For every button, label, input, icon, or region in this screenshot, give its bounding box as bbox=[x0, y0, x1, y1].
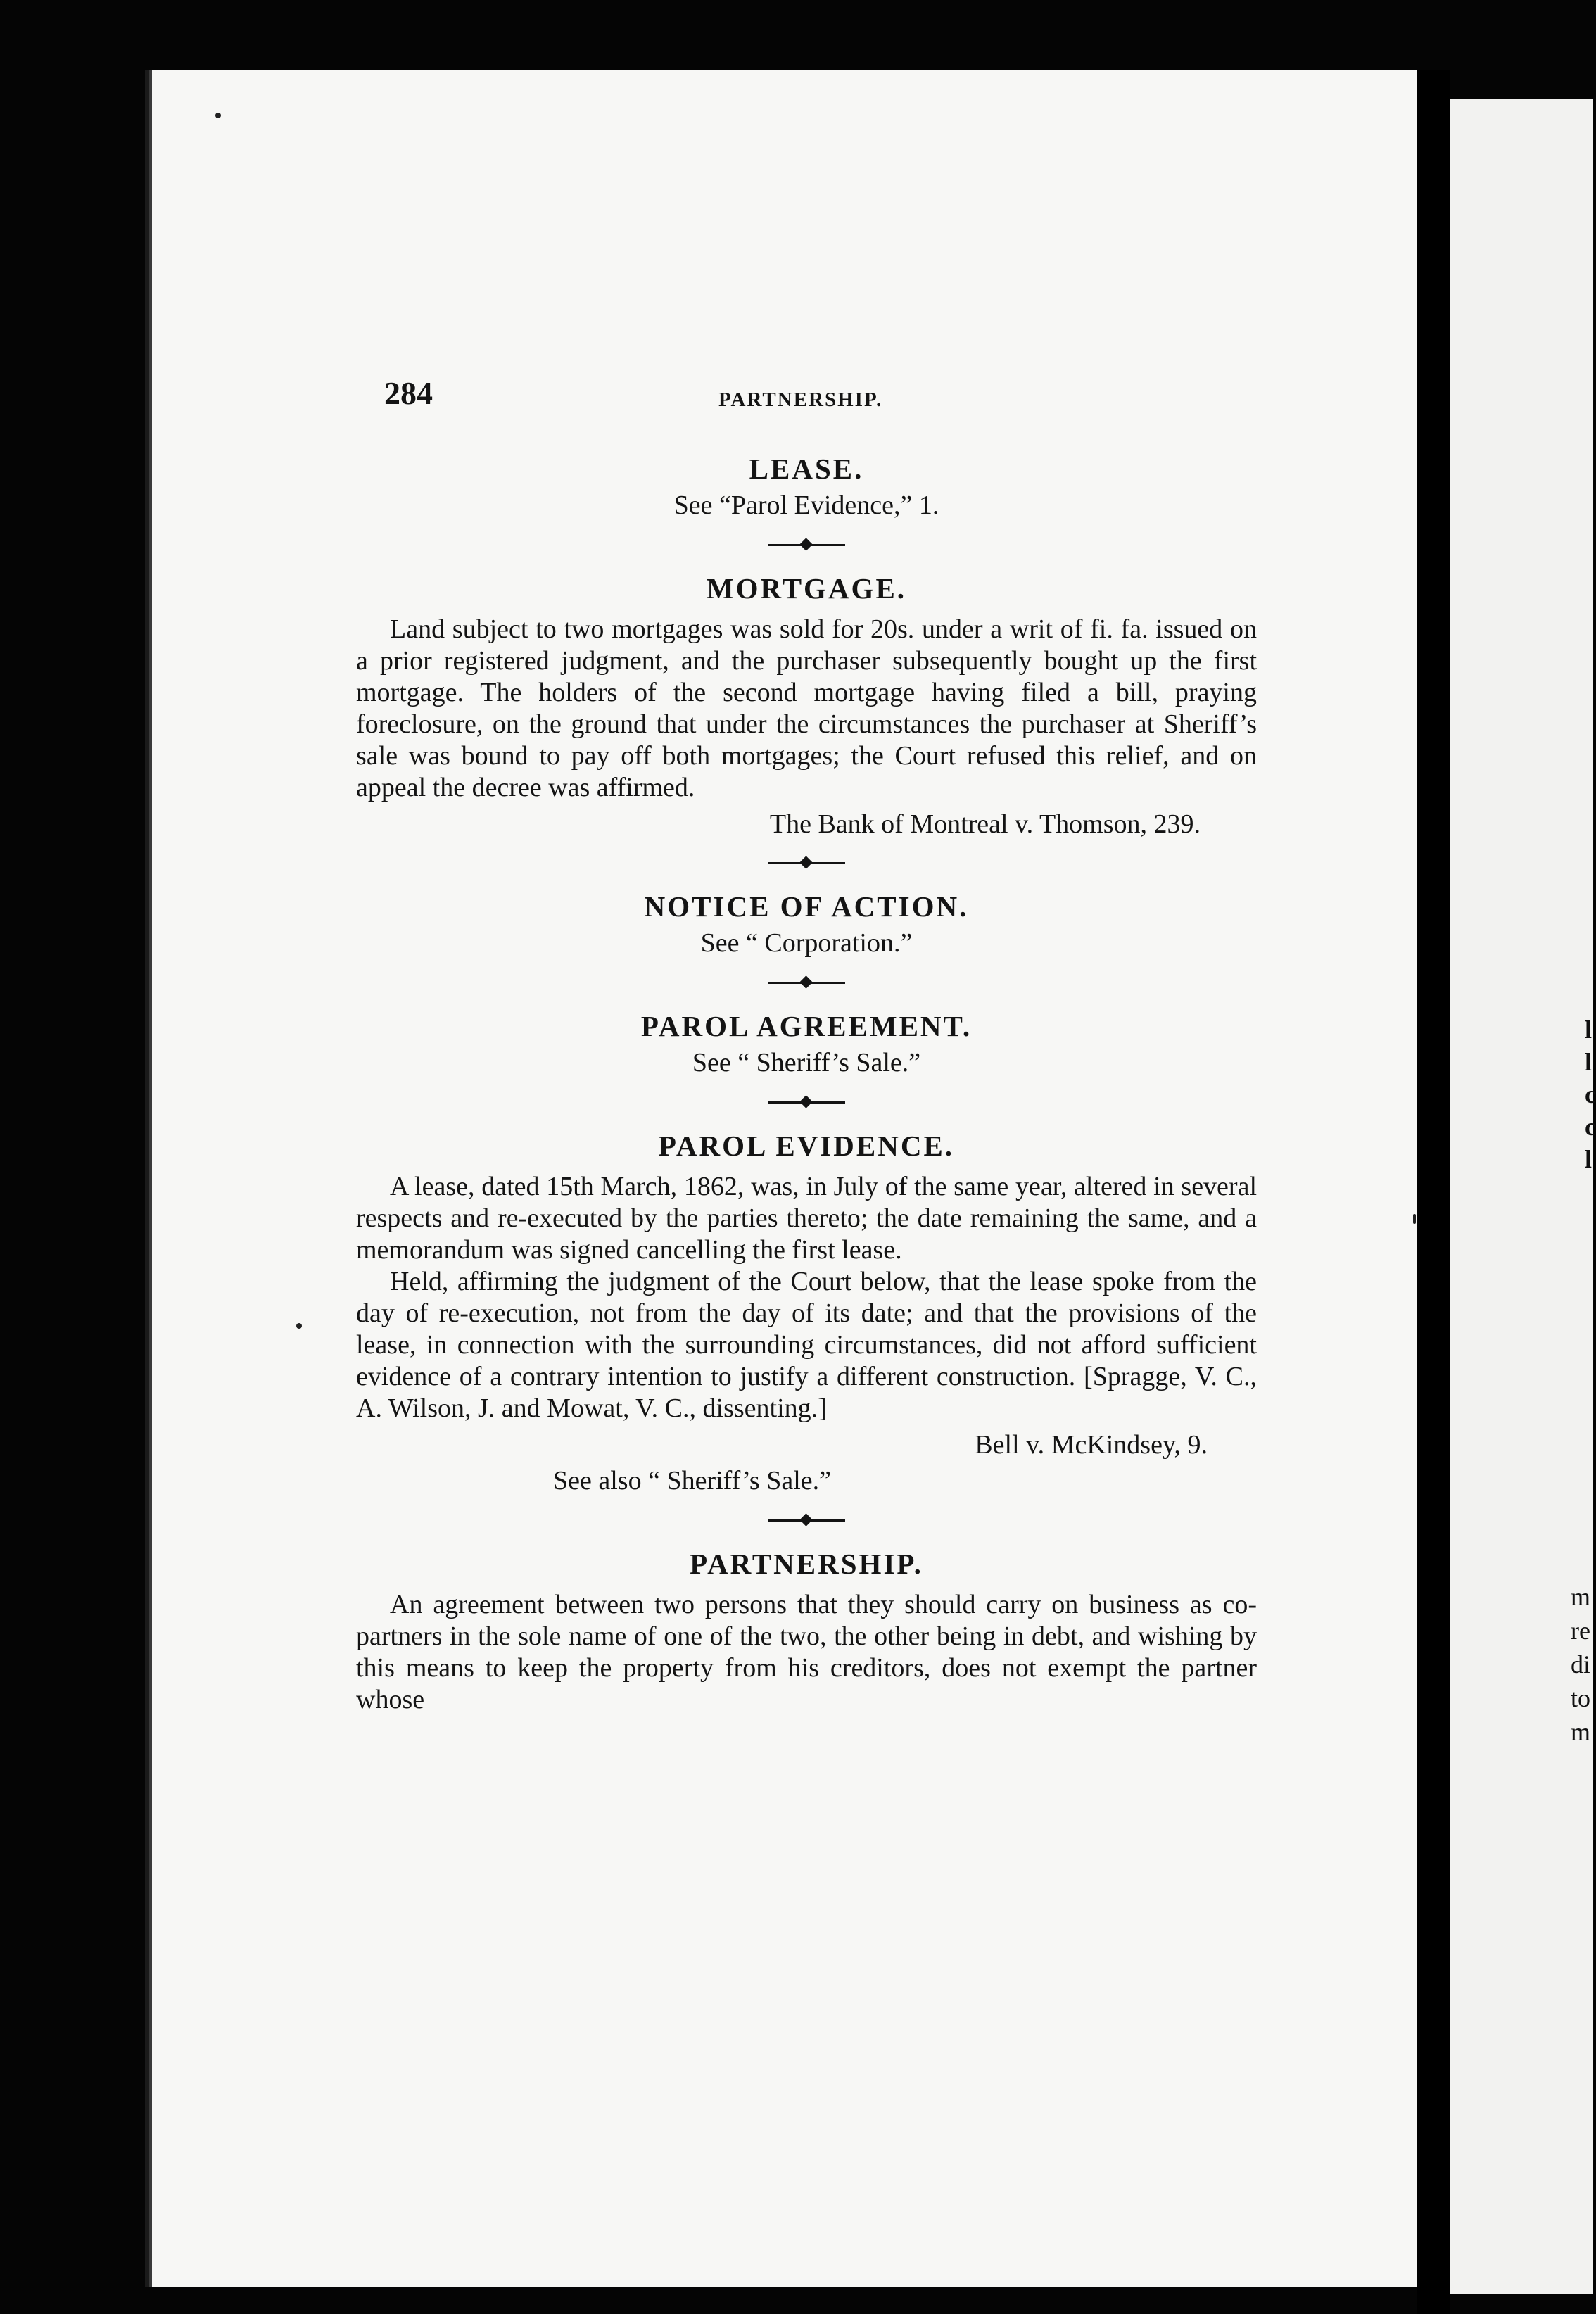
gutter-shadow bbox=[1417, 70, 1450, 2314]
edge-letter: re bbox=[1571, 1617, 1590, 1645]
ornament-divider bbox=[768, 536, 845, 553]
section-title-mortgage: MORTGAGE. bbox=[706, 572, 907, 605]
paragraph-parol-evidence-facts: A lease, dated 15th March, 1862, was, in July of the same year, altered in several respects and re-executed by the parties thereto; the date remaining the same, and a memorandum was signed cancelling the first lease. bbox=[356, 1172, 1257, 1265]
ornament-divider bbox=[768, 1512, 845, 1529]
paragraph-partnership: An agreement between two persons that they should carry on business as co-partners in the sole name of one of the two, the other being in debt, and wishing by this means to keep the property from his creditors, does not exempt the partner whose bbox=[356, 1590, 1257, 1714]
bullet-mark bbox=[296, 1323, 302, 1329]
section-title-lease: LEASE. bbox=[749, 453, 864, 485]
speck bbox=[215, 113, 221, 118]
paragraph-mortgage: Land subject to two mortgages was sold for 20s. under a writ of fi. fa. issued on a prior registered judgment, and the purchaser subsequently bought up the first mortgage. The holders of the second mortgage having filed a bill, praying foreclosure, on the ground that under the circumstances the purchaser at Sheriff’s sale was bound to pay off both mortgages; the Court refused this relief, and on appeal the decree was affirmed. bbox=[356, 614, 1257, 802]
section-title-parol-agreement: PAROL AGREEMENT. bbox=[640, 1010, 973, 1042]
edge-letter: m bbox=[1571, 1583, 1591, 1611]
section-notice-of-action bbox=[356, 888, 1257, 961]
cross-reference: See also “ Sheriff’s Sale.” bbox=[553, 1466, 832, 1496]
ornament-divider bbox=[768, 1094, 845, 1111]
edge-letter: di bbox=[1571, 1650, 1591, 1678]
case-citation: The Bank of Montreal v. Thomson, 239. bbox=[769, 809, 1201, 839]
adjacent-page-letters bbox=[1571, 1580, 1590, 1749]
edge-mark: l bbox=[1585, 1048, 1592, 1076]
section-lease bbox=[356, 450, 1257, 524]
section-title-parol-evidence: PAROL EVIDENCE. bbox=[658, 1130, 955, 1162]
section-title-partnership: PARTNERSHIP. bbox=[690, 1548, 923, 1580]
edge-mark: l bbox=[1585, 1145, 1592, 1173]
edge-mark: c bbox=[1585, 1113, 1596, 1141]
cross-reference: See “ Sheriff’s Sale.” bbox=[692, 1048, 921, 1077]
paragraph-parol-evidence-held: Held, affirming the judgment of the Court below, that the lease spoke from the day of re-execution, not from the day of its date; and that the provisions of the lease, in connection with the surrounding circumstances, did not afford sufficient evidence of a contrary intention to justify a different construction. [Spragge, V. C., A. Wilson, J. and Mowat, V. C., dissenting.] bbox=[356, 1267, 1257, 1423]
case-citation: Bell v. McKindsey, 9. bbox=[975, 1430, 1208, 1460]
section-parol-agreement bbox=[356, 1008, 1257, 1081]
speck bbox=[1413, 1214, 1416, 1224]
book-page bbox=[145, 70, 1417, 2287]
running-head: PARTNERSHIP. bbox=[718, 388, 883, 411]
page-header bbox=[145, 374, 1417, 417]
cross-reference: See “Parol Evidence,” 1. bbox=[673, 491, 939, 520]
section-mortgage bbox=[356, 570, 1257, 842]
section-parol-evidence bbox=[356, 1127, 1257, 1499]
cross-reference: See “ Corporation.” bbox=[700, 928, 913, 958]
ornament-divider bbox=[768, 854, 845, 871]
ornament-divider bbox=[768, 974, 845, 991]
edge-mark: c bbox=[1585, 1080, 1596, 1108]
edge-mark: l bbox=[1585, 1016, 1592, 1044]
page-number: 284 bbox=[384, 375, 433, 411]
section-title-notice-of-action: NOTICE OF ACTION. bbox=[644, 890, 969, 923]
edge-letter: to bbox=[1571, 1684, 1591, 1712]
section-partnership bbox=[356, 1545, 1257, 1716]
page-content bbox=[356, 450, 1257, 1716]
adjacent-page-edge bbox=[1450, 99, 1593, 2294]
edge-letter: m bbox=[1571, 1718, 1591, 1746]
adjacent-page-marks bbox=[1585, 1013, 1596, 1175]
